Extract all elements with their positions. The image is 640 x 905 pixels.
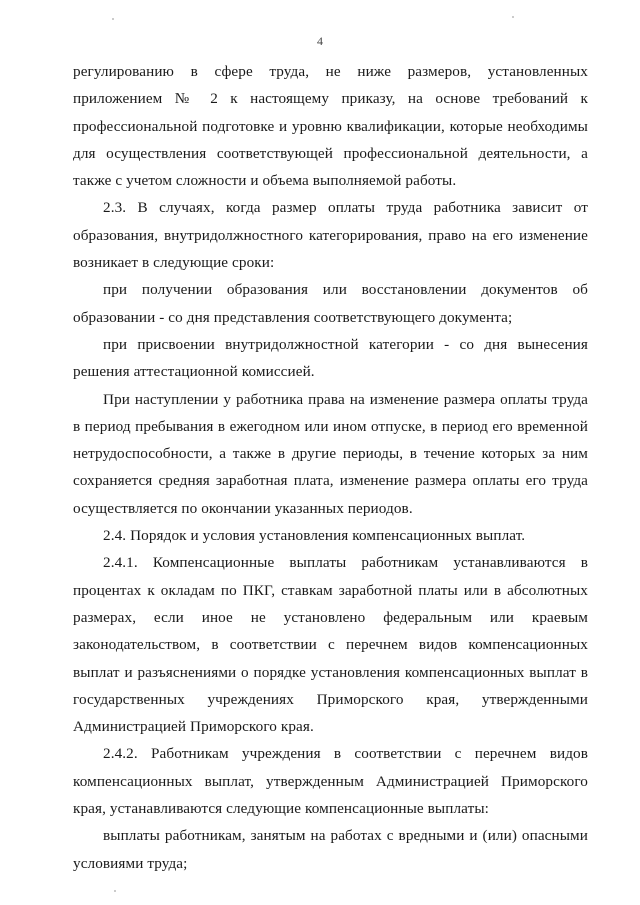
paragraph-education: при получении образования или восстановлении документов об образовании - со дня представления соответствующего документа; bbox=[73, 281, 588, 326]
paragraph-2-3: 2.3. В случаях, когда размер оплаты труда работника зависит от образования, внутридолжностного категорирования, право на его изменение возникает в следующие сроки: bbox=[73, 199, 588, 272]
scan-artifact bbox=[512, 16, 514, 18]
scan-artifact bbox=[112, 18, 114, 20]
page-number: 4 bbox=[317, 34, 323, 48]
paragraph-2-4-1: 2.4.1. Компенсационные выплаты работникам устанавливаются в процентах к окладам по ПКГ, ставкам заработной платы или в абсолютных размерах, если иное не установлено федеральным или краевым законодательством, в соответствии с перечнем видов компенсационных выплат и разъяснениями о порядке установления компенсационных выплат в государственных учреждениях Приморского края, утвержденными Администрацией Приморского края. bbox=[73, 554, 588, 736]
document-body bbox=[73, 58, 588, 877]
scan-artifact bbox=[114, 890, 116, 892]
paragraph-continuation: регулированию в сфере труда, не ниже размеров, установленных приложением № 2 к настоящему приказу, на основе требований к профессиональной подготовке и уровню квалификации, которые необходимы для осуществления соответствующей профессиональной деятельности, а также с учетом сложности и объема выполняемой работы. bbox=[73, 63, 588, 190]
paragraph-vacation: При наступлении у работника права на изменение размера оплаты труда в период пребывания в ежегодном или ином отпуске, в период его временной нетрудоспособности, а также в другие периоды, в течение которых за ним сохраняется средняя заработная плата, изменение размера оплаты его труда осуществляется по окончании указанных периодов. bbox=[73, 390, 588, 517]
paragraph-harmful-conditions: выплаты работникам, занятым на работах с вредными и (или) опасными условиями труда; bbox=[73, 827, 588, 872]
paragraph-2-4: 2.4. Порядок и условия установления компенсационных выплат. bbox=[103, 527, 526, 545]
paragraph-2-4-2: 2.4.2. Работникам учреждения в соответствии с перечнем видов компенсационных выплат, утвержденным Администрацией Приморского края, устанавливаются следующие компенсационные выплаты: bbox=[73, 745, 588, 818]
paragraph-category: при присвоении внутридолжностной категории - со дня вынесения решения аттестационной комиссией. bbox=[73, 335, 588, 381]
